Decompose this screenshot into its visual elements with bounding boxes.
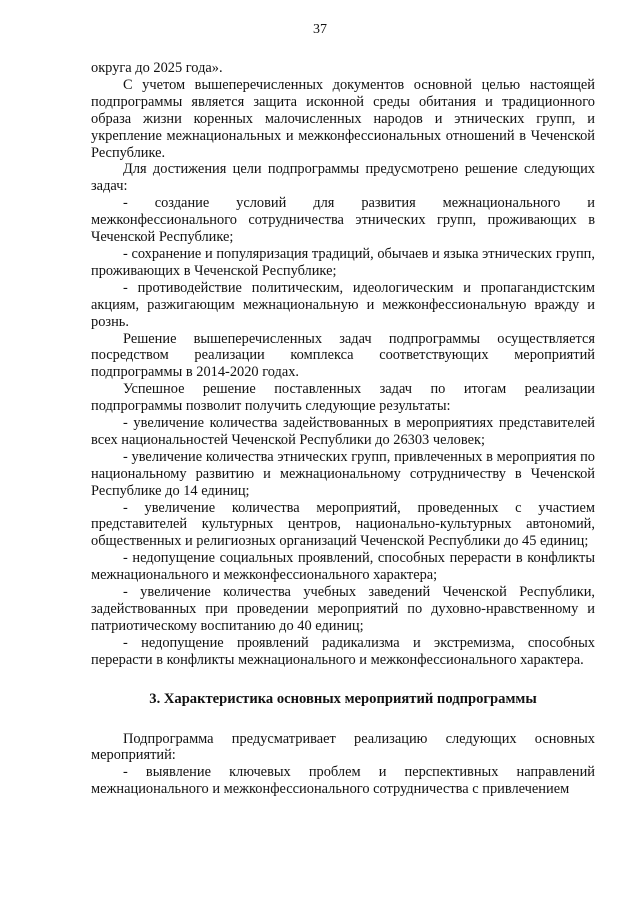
paragraph-implementation: Решение вышеперечисленных задач подпрограммы осуществляется посредством реализации комплекса соответствующих мероприятий подпрограммы в 2014-2020 годах.: [91, 330, 595, 381]
paragraph-measures-intro: Подпрограмма предусматривает реализацию следующих основных мероприятий:: [91, 730, 595, 764]
result-item: - недопущение проявлений радикализма и экстремизма, способных перерасти в конфликты межнационального и межконфессионального характера.: [91, 634, 595, 668]
document-body: [91, 60, 595, 798]
result-item: - увеличение количества мероприятий, проведенных с участием представителей культурных центров, национально-культурных автономий, общественных и религиозных организаций Чеченской Республики до 45 единиц;: [91, 499, 595, 550]
result-item: - увеличение количества этнических групп, привлеченных в мероприятия по национальному развитию и межнациональному сотрудничеству в Чеченской Республике до 14 единиц;: [91, 448, 595, 499]
section-heading: 3. Характеристика основных мероприятий подпрограммы: [149, 690, 537, 707]
result-item: - увеличение количества задействованных в мероприятиях представителей всех национальностей Чеченской Республики до 26303 человек;: [91, 415, 595, 448]
paragraph-goal: С учетом вышеперечисленных документов основной целью настоящей подпрограммы является защита исконной среды обитания и традиционного образа жизни коренных малочисленных народов и этнических групп, и укрепление межнациональных и межконфессиональных отношений в Чеченской Республике.: [91, 76, 595, 161]
paragraph-continuation: округа до 2025 года».: [91, 60, 223, 76]
task-item: - противодействие политическим, идеологическим и пропагандистским акциям, разжигающим межнациональную и межконфессиональную вражду и рознь.: [91, 279, 595, 330]
measure-item: - выявление ключевых проблем и перспективных направлений межнационального и межконфессионального сотрудничества с привлечением: [91, 764, 595, 798]
paragraph-tasks-intro: Для достижения цели подпрограммы предусмотрено решение следующих задач:: [91, 161, 595, 195]
paragraph-results-intro: Успешное решение поставленных задач по итогам реализации подпрограммы позволит получить следующие результаты:: [91, 381, 595, 415]
task-item: - создание условий для развития межнационального и межконфессионального сотрудничества этнических групп, проживающих в Чеченской Республике;: [91, 195, 595, 246]
task-item: - сохранение и популяризация традиций, обычаев и языка этнических групп, проживающих в Чеченской Республике;: [91, 245, 595, 279]
result-item: - увеличение количества учебных заведений Чеченской Республики, задействованных при проведении мероприятий по духовно-нравственному и патриотическому воспитанию до 40 единиц;: [91, 584, 595, 634]
page-number: 37: [313, 22, 327, 37]
result-item: - недопущение социальных проявлений, способных перерасти в конфликты межнационального и межконфессионального характера;: [91, 550, 595, 584]
